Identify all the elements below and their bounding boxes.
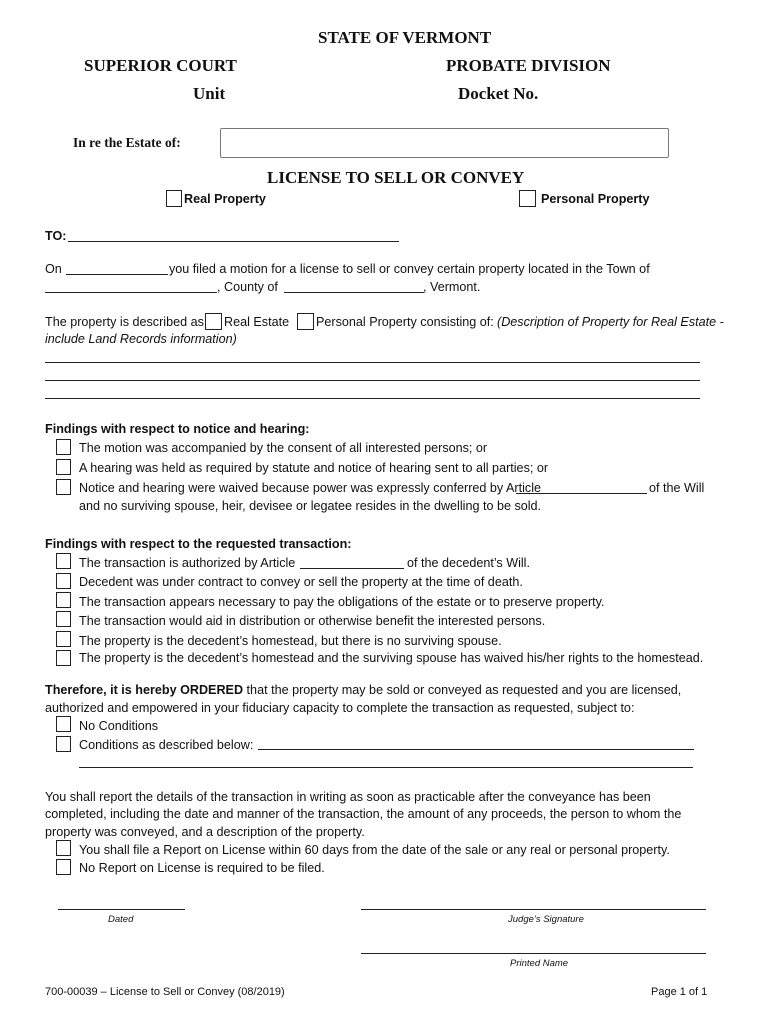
motion-text: you filed a motion for a license to sell or convey certain property located in the Town of: [169, 262, 650, 276]
transaction-contract-checkbox[interactable]: [56, 573, 71, 589]
description-line-1[interactable]: [45, 362, 700, 363]
page-number: Page 1 of 1: [651, 986, 708, 998]
form-id: 700-00039 – License to Sell or Convey (08/2019): [45, 986, 285, 998]
file-report-checkbox[interactable]: [56, 840, 71, 856]
will-suffix: of the Will: [649, 481, 705, 495]
transaction-distribution-checkbox[interactable]: [56, 611, 71, 627]
will-article-field[interactable]: [516, 493, 647, 494]
dated-line[interactable]: [58, 909, 185, 910]
transaction-item-1-suffix: of the decedent’s Will.: [407, 556, 530, 570]
to-label: TO:: [45, 229, 67, 243]
court-heading: SUPERIOR COURT: [84, 56, 237, 75]
notice-continuation: and no surviving spouse, heir, devisee or legatee resides in the dwelling to be sold.: [79, 499, 542, 513]
no-report-label: No Report on License is required to be filed.: [79, 861, 325, 875]
findings-transaction-heading: Findings with respect to the requested transaction:: [45, 537, 352, 551]
transaction-spouse-waived-checkbox[interactable]: [56, 650, 71, 666]
transaction-article-checkbox[interactable]: [56, 553, 71, 569]
personal-property-label: Personal Property: [541, 192, 650, 206]
to-field[interactable]: [68, 241, 399, 242]
motion-on: On: [45, 262, 62, 276]
described-lead: The property is described as: [45, 315, 204, 329]
no-report-checkbox[interactable]: [56, 859, 71, 875]
estate-name-field[interactable]: [220, 128, 669, 158]
order-line-2: authorized and empowered in your fiduciary capacity to complete the transaction as requested, subject to:: [45, 701, 635, 715]
order-rest: that the property may be sold or conveyed as requested and you are licensed,: [243, 683, 682, 697]
county-field[interactable]: [284, 292, 424, 293]
file-report-label: You shall file a Report on License within 60 days from the date of the sale or any real or personal property.: [79, 843, 670, 857]
transaction-item-6: The property is the decedent’s homestead and the surviving spouse has waived his/her rights to the homestead.: [79, 651, 704, 665]
notice-waived-checkbox[interactable]: [56, 479, 71, 495]
printed-name-caption: Printed Name: [510, 958, 569, 969]
personal-desc-label: Personal Property consisting of:: [316, 315, 494, 329]
report-line-1: You shall report the details of the transaction in writing as soon as practicable after the conveyance has been: [45, 790, 651, 804]
notice-item-3: Notice and hearing were waived because power was expressly conferred by Article: [79, 481, 542, 495]
personal-property-desc-checkbox[interactable]: [297, 313, 314, 330]
conditions-line-1[interactable]: [258, 749, 694, 750]
judge-signature-line[interactable]: [361, 909, 706, 910]
motion-date-field[interactable]: [66, 274, 168, 275]
description-line-3[interactable]: [45, 398, 700, 399]
order-line-1: [45, 683, 681, 697]
notice-item-1: The motion was accompanied by the consent of all interested persons; or: [79, 441, 488, 455]
conditions-line-2[interactable]: [79, 767, 693, 768]
report-line-2: completed, including the date and manner of the transaction, the amount of any proceeds, the person to whom the: [45, 807, 682, 821]
judge-signature-caption: Judge’s Signature: [508, 914, 584, 925]
transaction-homestead-checkbox[interactable]: [56, 631, 71, 647]
form-title: LICENSE TO SELL OR CONVEY: [267, 168, 525, 187]
division-heading: PROBATE DIVISION: [446, 56, 611, 75]
conditions-label: Conditions as described below:: [79, 738, 254, 752]
county-label: , County of: [217, 280, 278, 294]
transaction-obligations-checkbox[interactable]: [56, 592, 71, 608]
notice-hearing-checkbox[interactable]: [56, 459, 71, 475]
dated-caption: Dated: [108, 914, 134, 925]
description-hint-2: include Land Records information): [45, 332, 237, 346]
vermont-label: , Vermont.: [423, 280, 481, 294]
notice-item-2: A hearing was held as required by statute and notice of hearing sent to all parties; or: [79, 461, 549, 475]
state-heading: STATE OF VERMONT: [318, 28, 492, 47]
description-line-2[interactable]: [45, 380, 700, 381]
town-field[interactable]: [45, 292, 217, 293]
transaction-item-2: Decedent was under contract to convey or sell the property at the time of death.: [79, 575, 523, 589]
real-property-checkbox[interactable]: [166, 190, 182, 207]
notice-consent-checkbox[interactable]: [56, 439, 71, 455]
estate-label: In re the Estate of:: [73, 135, 181, 150]
report-line-3: property was conveyed, and a description of the property.: [45, 825, 365, 839]
no-conditions-label: No Conditions: [79, 719, 159, 733]
real-property-label: Real Property: [184, 192, 266, 206]
docket-label: Docket No.: [458, 84, 539, 103]
unit-label: Unit: [193, 84, 226, 103]
transaction-item-4: The transaction would aid in distribution or otherwise benefit the interested persons.: [79, 614, 546, 628]
transaction-item-1: The transaction is authorized by Article: [79, 556, 296, 570]
transaction-article-field[interactable]: [300, 568, 404, 569]
description-hint: (Description of Property for Real Estate -: [497, 315, 724, 329]
personal-property-checkbox[interactable]: [519, 190, 536, 207]
no-conditions-checkbox[interactable]: [56, 716, 71, 732]
findings-notice-heading: Findings with respect to notice and hearing:: [45, 422, 310, 436]
real-estate-checkbox[interactable]: [205, 313, 222, 330]
printed-name-line[interactable]: [361, 953, 706, 954]
transaction-item-3: The transaction appears necessary to pay the obligations of the estate or to preserve property.: [79, 595, 605, 609]
real-estate-label: Real Estate: [224, 315, 290, 329]
transaction-item-5: The property is the decedent’s homestead, but there is no surviving spouse.: [79, 634, 502, 648]
conditions-checkbox[interactable]: [56, 736, 71, 752]
order-bold: Therefore, it is hereby ORDERED: [45, 683, 244, 697]
